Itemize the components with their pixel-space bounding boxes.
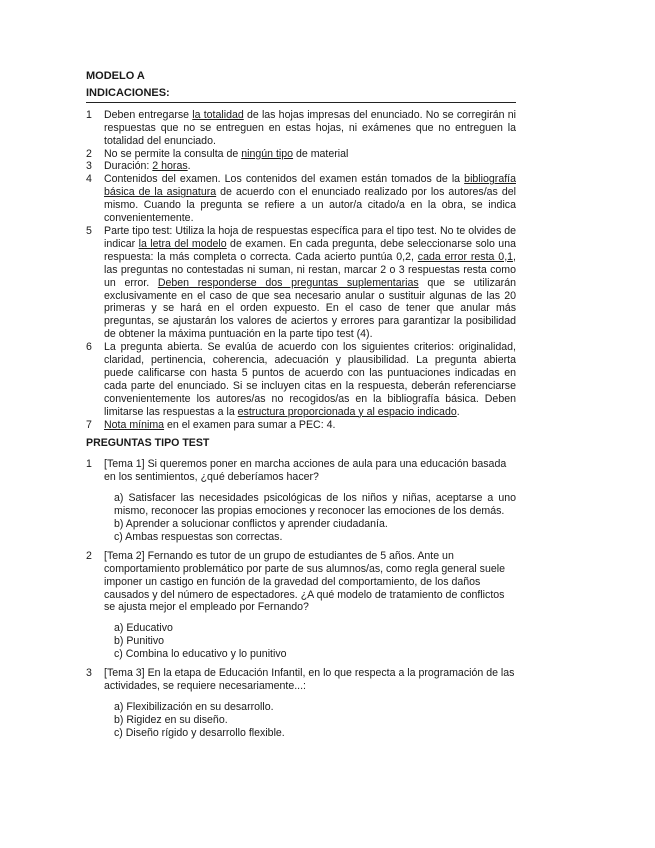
indication-item [86,109,516,148]
question-item [86,550,516,661]
question-text: [Tema 1] Si queremos poner en marcha acciones de aula para una educación basada en los sentimientos, ¿qué deberíamos hacer? [104,458,507,484]
indication-item [86,160,516,173]
question-text: [Tema 3] En la etapa de Educación Infantil, en lo que respecta a la programación de las actividades, se requiere necesariamente...: [104,667,515,692]
indication-text: de examen. En cada pregunta, debe seleccionarse solo una respuesta: la más completa o correcta. Cada acierto puntúa 0,2, [104,237,516,263]
test-section-heading: PREGUNTAS TIPO TEST [86,437,210,450]
indication-emphasis: estructura proporcionada y al espacio indicado [237,405,457,418]
indication-text: de acuerdo con el enunciado realizado por los autores/as del mismo. Cuando la pregunta se refiere a un autor/a citado/a en la obra, se indica convenientemente. [104,186,516,225]
model-label: MODELO A [86,70,145,82]
indication-item [86,341,516,418]
exam-page [86,70,516,746]
indications-list [86,109,516,432]
indication-number: 2 [86,147,92,160]
indication-text: , las preguntas no contestadas ni suman, ni restan, marcar 2 o 3 respuestas resta como un error. [104,250,516,289]
indication-text: No se permite la consulta de [104,147,242,160]
indication-number: 6 [86,341,92,354]
answer-option: b) Aprender a solucionar conflictos y aprender ciudadanía. [114,518,388,530]
indication-item [86,148,516,161]
answer-option: c) Diseño rígido y desarrollo flexible. [114,726,285,739]
indication-number: 5 [86,224,92,237]
indication-emphasis: la totalidad [192,108,244,121]
indication-text: Parte tipo test: Utiliza la hoja de respuestas específica para el tipo test. No te olvides de indicar [104,224,516,250]
indication-item [86,173,516,225]
indication-item [86,419,516,432]
indication-emphasis: ningún tipo [241,147,294,160]
indication-emphasis: Deben responderse dos preguntas suplementarias [157,276,419,289]
question-item [86,458,516,543]
indication-item [86,225,516,341]
indication-text: de material [293,147,349,160]
answer-options [104,492,516,544]
question-number: 1 [86,458,92,471]
indication-number: 3 [86,160,92,173]
answer-option: b) Punitivo [114,635,165,648]
indication-text: de las hojas impresas del enunciado. No se corregirán ni respuestas que no se entreguen en estas hojas, ni exámenes que no entreguen la totalidad del enunciado. [104,108,516,147]
indication-emphasis: 2 horas [152,160,188,173]
question-text: [Tema 2] Fernando es tutor de un grupo de estudiantes de 5 años. Ante un comportamiento problemático por parte de sus alumnos/as, como regla general suele imponer un castigo en función de la gravedad del comportamiento, de los daños causados y del número de espectadores. ¿A qué modelo de tratamiento de conflictos se ajusta mejor el empleado por Fernando? [104,549,506,614]
question-number: 3 [86,667,92,680]
answer-option: c) Combina lo educativo y lo punitivo [114,648,287,661]
question-item [86,667,516,740]
indication-emphasis: cada error resta 0,1 [417,250,514,263]
answer-option: b) Rigidez en su diseño. [114,713,228,726]
indication-text: Deben entregarse [104,108,193,121]
indication-text: Contenidos del examen. Los contenidos del examen están tomados de la [104,173,465,186]
answer-option: a) Satisfacer las necesidades psicológicas de los niños y niñas, aceptarse a uno mismo, reconocer las propias emociones y reconocer las emociones de los demás. [114,492,516,518]
indication-text: La pregunta abierta. Se evalúa de acuerdo con los siguientes criterios: originalidad, claridad, pertinencia, coherencia, adecuación y plausibilidad. La pregunta abierta puede calificarse con hasta 5 puntos de acuerdo con las puntuaciones indicadas en cada parte del enunciado. Si se incluyen citas en la respuesta, deberán referenciarse convenientemente los autores/as no recogidos/as en la bibliografía básica. Deben limitarse las respuestas a la [104,341,516,418]
indication-number: 7 [86,418,92,431]
indication-number: 4 [86,173,92,186]
indication-text: . [456,405,460,418]
indication-text: que se utilizarán exclusivamente en el caso de que sea necesario anular o sustituir algunas de las 20 primeras y se hará en el orden expuesto. En el caso de tener que anular más preguntas, se ajustarán los valores de aciertos y errores para garantizar la posibilidad de obtener la máxima puntuación en la parte tipo test (4). [104,276,516,341]
indication-text: . [187,160,191,173]
indication-emphasis: Nota mínima [104,418,165,431]
questions-list [86,458,516,739]
question-number: 2 [86,549,92,562]
indication-number: 1 [86,108,92,121]
indication-text: Duración: [104,160,153,173]
answer-option: a) Flexibilización en su desarrollo. [114,700,274,713]
answer-option: c) Ambas respuestas son correctas. [114,530,283,543]
indications-heading: INDICACIONES: [86,87,516,103]
indication-text: en el examen para sumar a PEC: 4. [164,418,336,431]
answer-options [104,622,516,661]
indication-emphasis: la letra del modelo [138,237,227,250]
answer-option: a) Educativo [114,622,173,635]
answer-options [104,701,516,740]
indication-emphasis: bibliografía básica de la asignatura [104,173,516,199]
